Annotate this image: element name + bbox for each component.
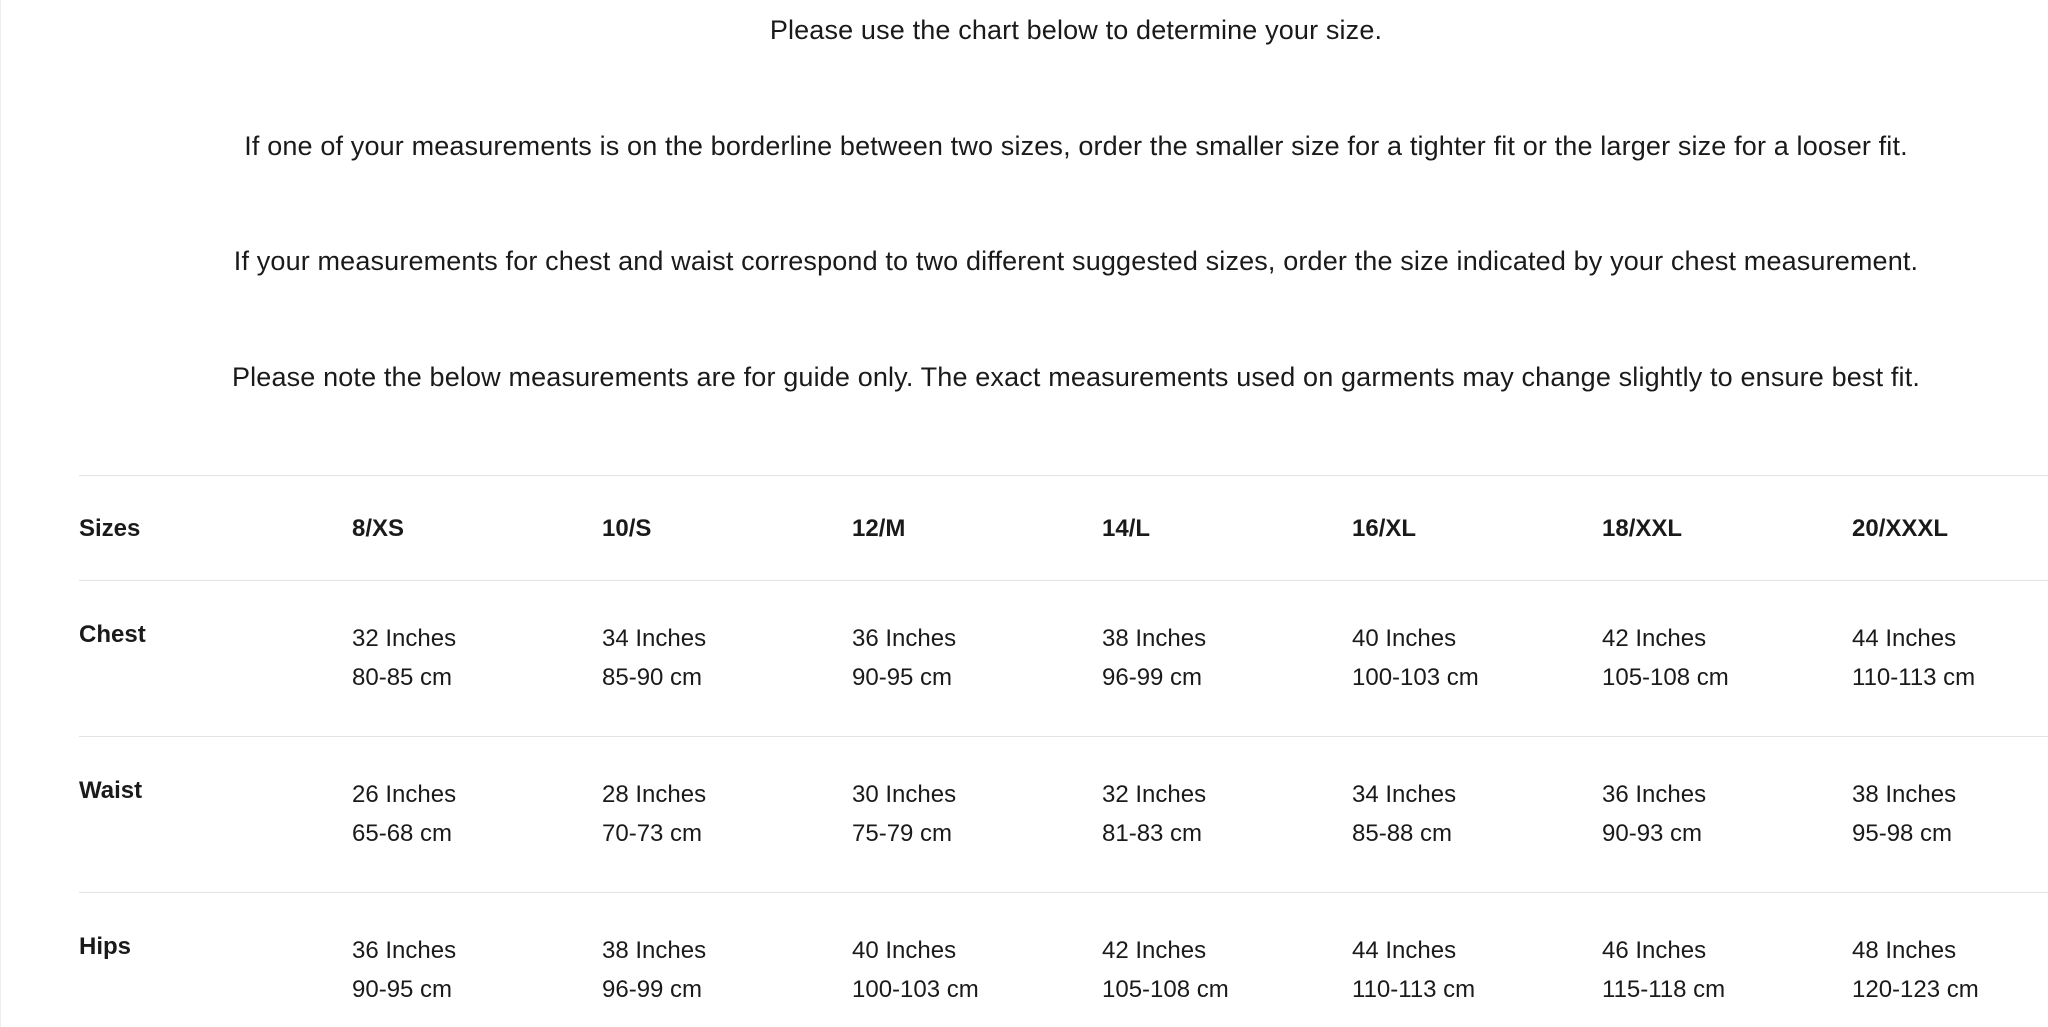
cell-inches: 30 Inches <box>852 781 957 808</box>
cell-inches: 34 Inches <box>1352 781 1457 808</box>
cell-cm: 90-93 cm <box>1602 820 1703 847</box>
cell-inches: 42 Inches <box>1602 625 1707 652</box>
cell-cm: 110-113 cm <box>1352 976 1476 1003</box>
cell-cm: 70-73 cm <box>602 820 703 847</box>
cell-inches: 38 Inches <box>1852 781 1957 808</box>
cell-inches: 36 Inches <box>352 937 457 964</box>
table-cell <box>1852 737 2048 893</box>
cell-inches: 44 Inches <box>1352 937 1457 964</box>
table-cell <box>1102 737 1352 893</box>
cell-cm: 96-99 cm <box>602 976 703 1003</box>
cell-inches: 38 Inches <box>1102 625 1207 652</box>
table-cell <box>852 581 1102 737</box>
table-header-row <box>79 476 2048 581</box>
cell-cm: 85-88 cm <box>1352 820 1453 847</box>
cell-cm: 100-103 cm <box>852 976 979 1003</box>
cell-inches: 36 Inches <box>852 625 957 652</box>
cell-cm: 96-99 cm <box>1102 664 1203 691</box>
table-cell <box>1602 737 1852 893</box>
row-label-hips: Hips <box>79 933 132 960</box>
table-cell <box>1852 581 2048 737</box>
header-sizes-label: Sizes <box>79 515 141 542</box>
table-cell <box>1352 737 1602 893</box>
table-cell <box>1352 581 1602 737</box>
table-cell <box>1102 893 1352 1027</box>
cell-cm: 81-83 cm <box>1102 820 1203 847</box>
cell-cm: 105-108 cm <box>1102 976 1229 1003</box>
header-size-14-l: 14/L <box>1102 515 1151 542</box>
table-cell <box>352 893 602 1027</box>
table-cell <box>1102 581 1352 737</box>
cell-inches: 48 Inches <box>1852 937 1957 964</box>
cell-cm: 90-95 cm <box>852 664 953 691</box>
table-cell <box>852 893 1102 1027</box>
table-cell <box>352 581 602 737</box>
table-cell <box>352 737 602 893</box>
cell-cm: 100-103 cm <box>1352 664 1479 691</box>
cell-cm: 75-79 cm <box>852 820 953 847</box>
cell-cm: 115-118 cm <box>1602 976 1726 1003</box>
table-cell <box>1602 581 1852 737</box>
cell-cm: 120-123 cm <box>1852 976 1979 1003</box>
table-cell <box>602 737 852 893</box>
cell-inches: 32 Inches <box>1102 781 1207 808</box>
cell-inches: 42 Inches <box>1102 937 1207 964</box>
table-row-chest <box>79 581 2048 737</box>
cell-inches: 36 Inches <box>1602 781 1707 808</box>
table-cell <box>852 737 1102 893</box>
cell-cm: 105-108 cm <box>1602 664 1729 691</box>
intro-text-borderline: If one of your measurements is on the borderline between two sizes, order the smaller size for a tighter fit or the larger size for a looser fit. <box>244 131 1908 161</box>
header-size-18-xxl: 18/XXL <box>1602 515 1683 542</box>
cell-inches: 38 Inches <box>602 937 707 964</box>
table-cell <box>602 893 852 1027</box>
cell-inches: 44 Inches <box>1852 625 1957 652</box>
cell-inches: 34 Inches <box>602 625 707 652</box>
row-label-chest: Chest <box>79 621 146 648</box>
cell-cm: 110-113 cm <box>1852 664 1976 691</box>
cell-cm: 85-90 cm <box>602 664 703 691</box>
row-label-waist: Waist <box>79 777 143 804</box>
intro-text-instructions: Please use the chart below to determine your size. <box>769 15 1383 45</box>
table-cell <box>1852 893 2048 1027</box>
cell-cm: 90-95 cm <box>352 976 453 1003</box>
cell-cm: 80-85 cm <box>352 664 453 691</box>
cell-inches: 26 Inches <box>352 781 457 808</box>
cell-inches: 28 Inches <box>602 781 707 808</box>
size-chart-table <box>79 475 2048 1027</box>
cell-cm: 95-98 cm <box>1852 820 1953 847</box>
header-size-16-xl: 16/XL <box>1352 515 1417 542</box>
cell-inches: 40 Inches <box>852 937 957 964</box>
intro-text-disclaimer: Please note the below measurements are for guide only. The exact measurements used on garments may change slightly to ensure best fit. <box>231 362 1920 392</box>
cell-inches: 40 Inches <box>1352 625 1457 652</box>
table-row-waist <box>79 737 2048 893</box>
table-cell <box>1352 893 1602 1027</box>
cell-inches: 46 Inches <box>1602 937 1707 964</box>
header-size-8-xs: 8/XS <box>352 515 405 542</box>
table-cell <box>602 581 852 737</box>
header-size-10-s: 10/S <box>602 515 652 542</box>
table-cell <box>1602 893 1852 1027</box>
header-size-12-m: 12/M <box>852 515 906 542</box>
cell-cm: 65-68 cm <box>352 820 453 847</box>
intro-text-chest-waist: If your measurements for chest and waist correspond to two different suggested sizes, order the size indicated by your chest measurement. <box>233 246 1919 276</box>
cell-inches: 32 Inches <box>352 625 457 652</box>
table-row-hips <box>79 893 2048 1027</box>
header-size-20-xxxl: 20/XXXL <box>1852 515 1949 542</box>
